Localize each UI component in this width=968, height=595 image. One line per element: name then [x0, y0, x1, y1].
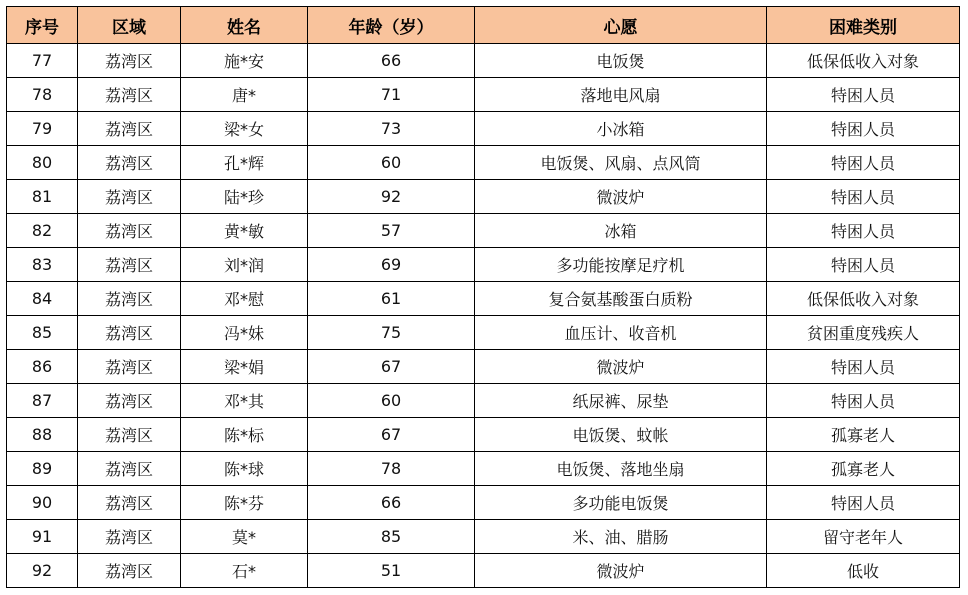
cell-wish: 落地电风扇 — [475, 78, 767, 112]
table-row — [7, 418, 960, 452]
cell-serial-number: 80 — [7, 146, 78, 180]
cell-name: 陈*标 — [181, 418, 308, 452]
cell-name: 冯*妹 — [181, 316, 308, 350]
cell-hardship-category: 特困人员 — [767, 180, 960, 214]
cell-area: 荔湾区 — [78, 418, 181, 452]
cell-serial-number: 89 — [7, 452, 78, 486]
table-row — [7, 316, 960, 350]
cell-area: 荔湾区 — [78, 146, 181, 180]
cell-wish: 多功能按摩足疗机 — [475, 248, 767, 282]
table-row — [7, 486, 960, 520]
cell-name: 梁*女 — [181, 112, 308, 146]
header-name: 姓名 — [181, 7, 308, 44]
cell-serial-number: 81 — [7, 180, 78, 214]
cell-hardship-category: 特困人员 — [767, 486, 960, 520]
cell-area: 荔湾区 — [78, 180, 181, 214]
table-row — [7, 214, 960, 248]
cell-serial-number: 86 — [7, 350, 78, 384]
cell-wish: 电饭煲、落地坐扇 — [475, 452, 767, 486]
cell-serial-number: 88 — [7, 418, 78, 452]
cell-hardship-category: 贫困重度残疾人 — [767, 316, 960, 350]
cell-name: 陈*芬 — [181, 486, 308, 520]
cell-serial-number: 84 — [7, 282, 78, 316]
cell-hardship-category: 特困人员 — [767, 350, 960, 384]
table-row — [7, 44, 960, 78]
table-row — [7, 180, 960, 214]
header-age: 年龄（岁） — [308, 7, 475, 44]
cell-wish: 冰箱 — [475, 214, 767, 248]
cell-name: 唐* — [181, 78, 308, 112]
cell-serial-number: 85 — [7, 316, 78, 350]
cell-serial-number: 77 — [7, 44, 78, 78]
cell-hardship-category: 低收 — [767, 554, 960, 588]
header-wish: 心愿 — [475, 7, 767, 44]
cell-serial-number: 83 — [7, 248, 78, 282]
cell-area: 荔湾区 — [78, 282, 181, 316]
cell-age: 66 — [308, 44, 475, 78]
cell-age: 60 — [308, 384, 475, 418]
cell-age: 67 — [308, 350, 475, 384]
cell-name: 孔*辉 — [181, 146, 308, 180]
cell-hardship-category: 特困人员 — [767, 248, 960, 282]
cell-name: 邓*慰 — [181, 282, 308, 316]
cell-age: 67 — [308, 418, 475, 452]
cell-serial-number: 78 — [7, 78, 78, 112]
cell-age: 61 — [308, 282, 475, 316]
table-body — [7, 44, 960, 588]
cell-age: 57 — [308, 214, 475, 248]
cell-area: 荔湾区 — [78, 316, 181, 350]
cell-wish: 微波炉 — [475, 554, 767, 588]
cell-wish: 电饭煲、蚊帐 — [475, 418, 767, 452]
cell-wish: 电饭煲、风扇、点风筒 — [475, 146, 767, 180]
cell-wish: 微波炉 — [475, 350, 767, 384]
cell-area: 荔湾区 — [78, 452, 181, 486]
cell-age: 60 — [308, 146, 475, 180]
cell-area: 荔湾区 — [78, 486, 181, 520]
table-row — [7, 554, 960, 588]
table-row — [7, 282, 960, 316]
cell-area: 荔湾区 — [78, 350, 181, 384]
table-row — [7, 350, 960, 384]
wish-list-table-container — [6, 6, 960, 588]
cell-area: 荔湾区 — [78, 248, 181, 282]
cell-name: 陆*珍 — [181, 180, 308, 214]
cell-hardship-category: 特困人员 — [767, 146, 960, 180]
header-serial-number: 序号 — [7, 7, 78, 44]
cell-age: 78 — [308, 452, 475, 486]
cell-hardship-category: 低保低收入对象 — [767, 282, 960, 316]
cell-name: 陈*球 — [181, 452, 308, 486]
cell-area: 荔湾区 — [78, 112, 181, 146]
cell-wish: 多功能电饭煲 — [475, 486, 767, 520]
cell-age: 66 — [308, 486, 475, 520]
cell-age: 85 — [308, 520, 475, 554]
cell-age: 73 — [308, 112, 475, 146]
cell-wish: 复合氨基酸蛋白质粉 — [475, 282, 767, 316]
cell-age: 69 — [308, 248, 475, 282]
cell-name: 邓*其 — [181, 384, 308, 418]
cell-name: 莫* — [181, 520, 308, 554]
cell-age: 75 — [308, 316, 475, 350]
cell-wish: 电饭煲 — [475, 44, 767, 78]
cell-hardship-category: 孤寡老人 — [767, 418, 960, 452]
table-row — [7, 384, 960, 418]
cell-age: 71 — [308, 78, 475, 112]
cell-hardship-category: 特困人员 — [767, 384, 960, 418]
cell-serial-number: 79 — [7, 112, 78, 146]
table-row — [7, 248, 960, 282]
cell-serial-number: 91 — [7, 520, 78, 554]
cell-name: 梁*娟 — [181, 350, 308, 384]
cell-age: 51 — [308, 554, 475, 588]
cell-serial-number: 82 — [7, 214, 78, 248]
cell-area: 荔湾区 — [78, 384, 181, 418]
wish-list-table — [6, 6, 960, 588]
cell-serial-number: 90 — [7, 486, 78, 520]
table-row — [7, 520, 960, 554]
cell-serial-number: 87 — [7, 384, 78, 418]
cell-hardship-category: 特困人员 — [767, 112, 960, 146]
cell-area: 荔湾区 — [78, 554, 181, 588]
header-hardship-category: 困难类别 — [767, 7, 960, 44]
cell-wish: 小冰箱 — [475, 112, 767, 146]
cell-name: 刘*润 — [181, 248, 308, 282]
table-row — [7, 452, 960, 486]
cell-area: 荔湾区 — [78, 214, 181, 248]
cell-name: 石* — [181, 554, 308, 588]
cell-hardship-category: 孤寡老人 — [767, 452, 960, 486]
table-row — [7, 78, 960, 112]
cell-hardship-category: 特困人员 — [767, 214, 960, 248]
table-row — [7, 146, 960, 180]
cell-wish: 纸尿裤、尿垫 — [475, 384, 767, 418]
cell-hardship-category: 低保低收入对象 — [767, 44, 960, 78]
cell-wish: 微波炉 — [475, 180, 767, 214]
cell-name: 黄*敏 — [181, 214, 308, 248]
cell-area: 荔湾区 — [78, 520, 181, 554]
cell-hardship-category: 留守老年人 — [767, 520, 960, 554]
cell-hardship-category: 特困人员 — [767, 78, 960, 112]
header-area: 区域 — [78, 7, 181, 44]
table-header-row — [7, 7, 960, 44]
cell-age: 92 — [308, 180, 475, 214]
cell-name: 施*安 — [181, 44, 308, 78]
table-row — [7, 112, 960, 146]
cell-wish: 血压计、收音机 — [475, 316, 767, 350]
cell-area: 荔湾区 — [78, 44, 181, 78]
cell-area: 荔湾区 — [78, 78, 181, 112]
cell-serial-number: 92 — [7, 554, 78, 588]
cell-wish: 米、油、腊肠 — [475, 520, 767, 554]
